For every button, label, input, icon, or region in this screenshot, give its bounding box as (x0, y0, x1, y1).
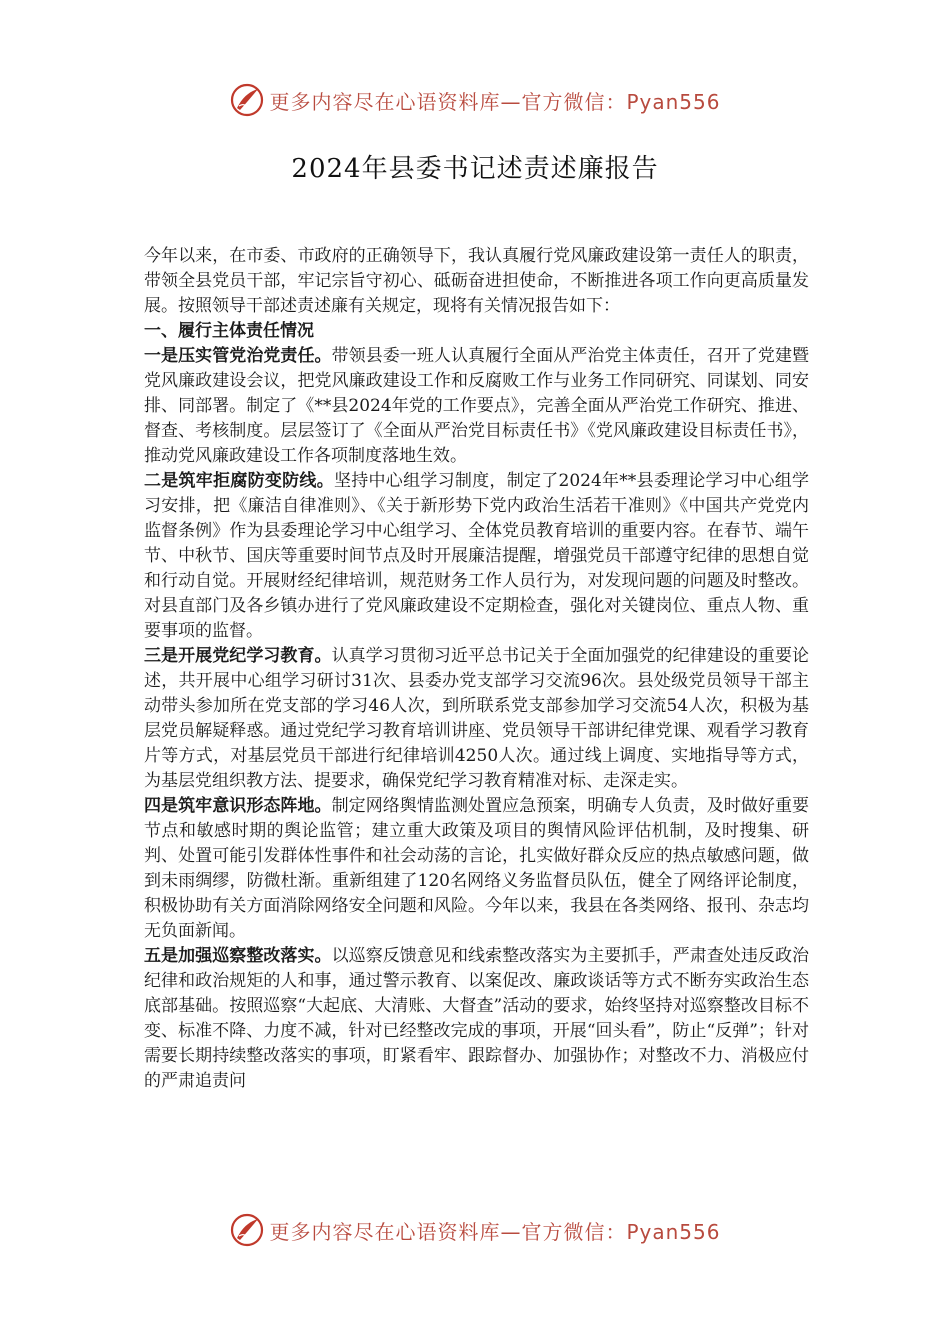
paragraph-lead: 二是筑牢拒腐防变防线。 (144, 471, 334, 491)
brush-logo-icon (229, 1212, 265, 1248)
body-paragraph (144, 944, 809, 1094)
paragraph-text: 制定网络舆情监测处置应急预案，明确专人负责，及时做好重要节点和敏感时期的舆论监管；建立重大政策及项目的舆情风险评估机制，及时搜集、研判、处置可能引发群体性事件和社会动荡的言论，扎实做好群众反应的热点敏感问题，做到未雨绸缪，防微杜渐。重新组建了120名网络义务监督员队伍，健全了网络评论制度，积极协助有关方面消除网络安全问题和风险。今年以来，我县在各类网络、报刊、杂志均无负面新闻。 (144, 796, 810, 941)
paragraph-lead: 三是开展党纪学习教育。 (144, 646, 332, 666)
paragraph-text: 认真学习贯彻习近平总书记关于全面加强党的纪律建设的重要论述，共开展中心组学习研讨31次、县委办党支部学习交流96次。县处级党员领导干部主动带头参加所在党支部的学习46人次，到所联系党支部参加学习交流54人次，积极为基层党员解疑释惑。通过党纪学习教育培训讲座、党员领导干部讲纪律党课、观看学习教育片等方式，对基层党员干部进行纪律培训4250人次。通过线上调度、实地指导等方式，为基层党组织教方法、提要求，确保党纪学习教育精准对标、走深走实。 (144, 646, 810, 791)
body-paragraph (144, 344, 809, 469)
body-paragraph (144, 794, 809, 944)
intro-paragraph: 今年以来，在市委、市政府的正确领导下，我认真履行党风廉政建设第一责任人的职责，带领全县党员干部，牢记宗旨守初心、砥砺奋进担使命，不断推进各项工作向更高质量发展。按照领导干部述责述廉有关规定，现将有关情况报告如下： (144, 246, 809, 316)
footer-banner (0, 1210, 950, 1250)
paragraph-text: 坚持中心组学习制度，制定了2024年**县委理论学习中心组学习安排，把《廉洁自律准则》、《关于新形势下党内政治生活若干准则》《中国共产党党内监督条例》作为县委理论学习中心组学习、全体党员教育培训的重要内容。在春节、端午节、中秋节、国庆等重要时间节点及时开展廉洁提醒，增强党员干部遵守纪律的思想自觉和行动自觉。开展财经纪律培训，规范财务工作人员行为，对发现问题的问题及时整改。对县直部门及各乡镇办进行了党风廉政建设不定期检查，强化对关键岗位、重点人物、重要事项的监督。 (144, 471, 810, 641)
paragraph-lead: 五是加强巡察整改落实。 (144, 946, 332, 966)
paragraph-lead: 一是压实管党治党责任。 (144, 346, 332, 366)
document-body (144, 244, 809, 1094)
header-banner (0, 80, 950, 120)
paragraph-lead: 四是筑牢意识形态阵地。 (144, 796, 332, 816)
body-paragraph (144, 469, 809, 644)
paragraph-text: 以巡察反馈意见和线索整改落实为主要抓手，严肃查处违反政治纪律和政治规矩的人和事，通过警示教育、以案促改、廉政谈话等方式不断夯实政治生态底部基础。按照巡察“大起底、大清账、大督查”活动的要求，始终坚持对巡察整改目标不变、标准不降、力度不减，针对已经整改完成的事项，开展“回头看”，防止“反弹”；针对需要长期持续整改落实的事项，盯紧看牢、跟踪督办、加强协作；对整改不力、消极应付的严肃追责问 (144, 946, 810, 1091)
paragraph-text: 带领县委一班人认真履行全面从严治党主体责任，召开了党建暨党风廉政建设会议，把党风廉政建设工作和反腐败工作与业务工作同研究、同谋划、同安排、同部署。制定了《**县2024年党的工作要点》，完善全面从严治党工作研究、推进、督查、考核制度。层层签订了《全面从严治党目标责任书》《党风廉政建设目标责任书》，推动党风廉政建设工作各项制度落地生效。 (144, 346, 810, 466)
section-heading: 一、履行主体责任情况 (144, 321, 314, 341)
body-paragraph (144, 644, 809, 794)
document-title: 2024年县委书记述责述廉报告 (291, 154, 659, 184)
banner-text: 更多内容尽在心语资料库—官方微信：Pyan556 (269, 1219, 721, 1244)
brush-logo-icon (229, 82, 265, 118)
banner-text: 更多内容尽在心语资料库—官方微信：Pyan556 (269, 89, 721, 114)
